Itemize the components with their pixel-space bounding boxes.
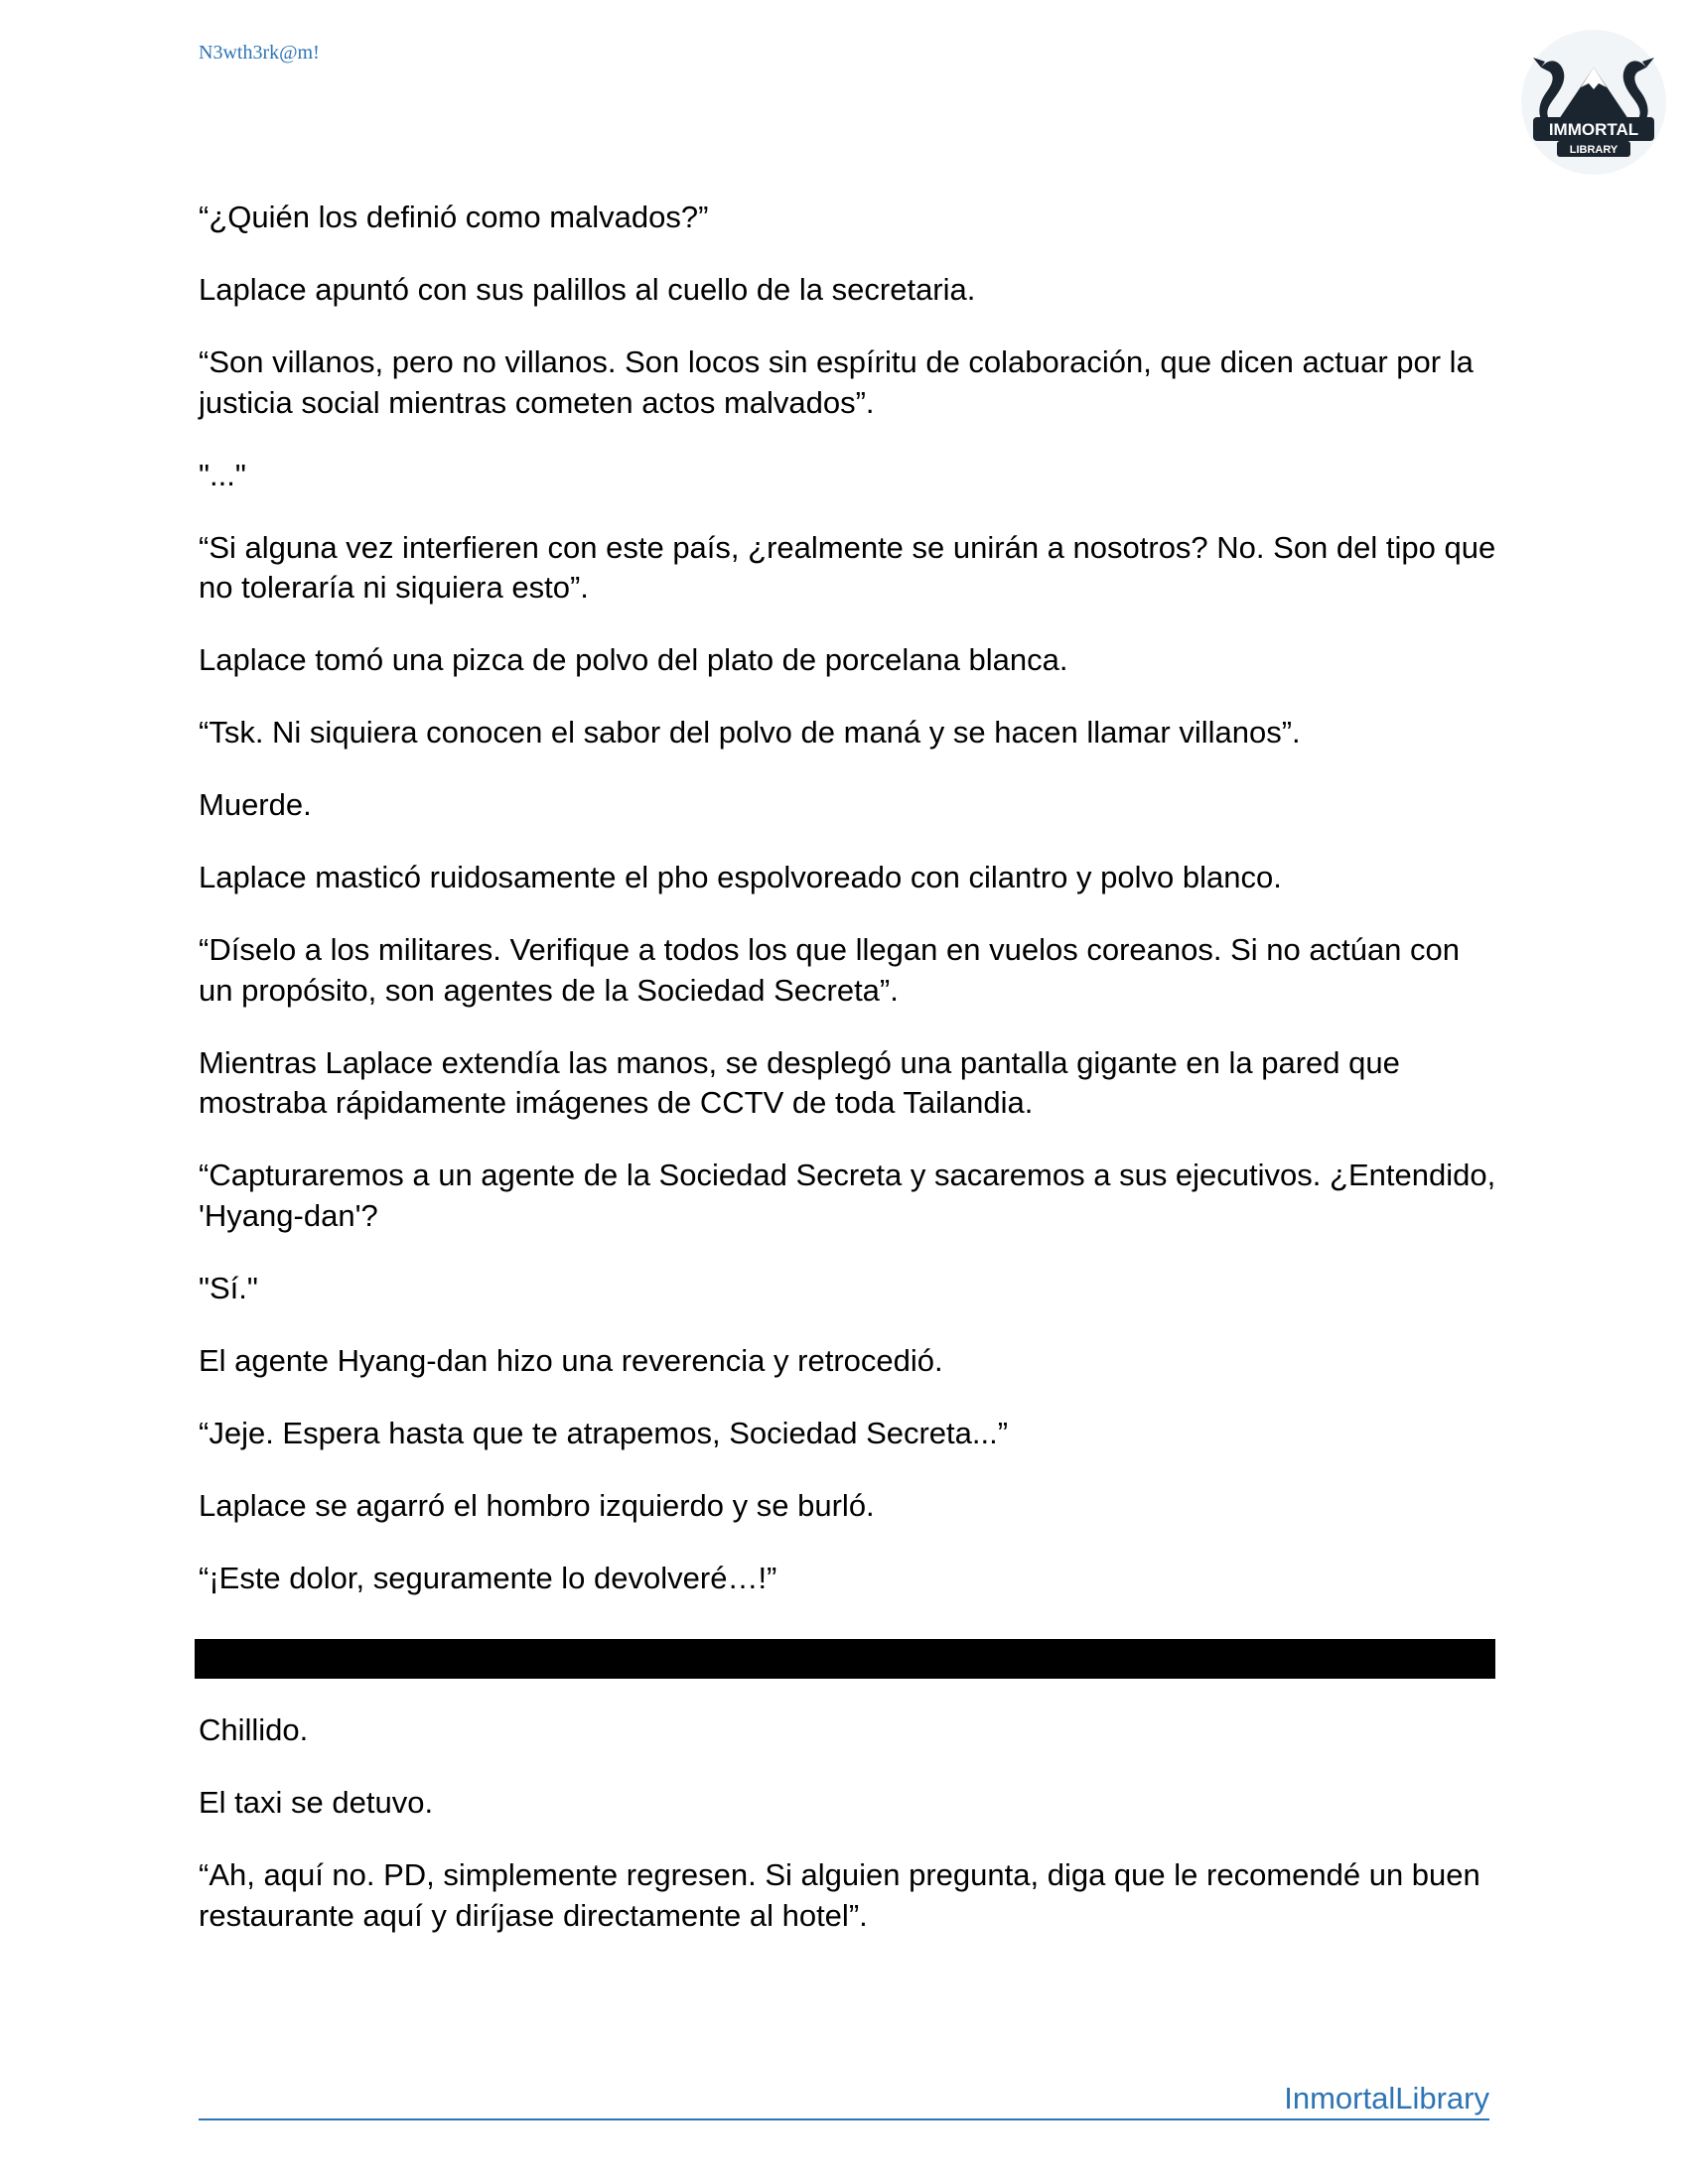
paragraph: “Jeje. Espera hasta que te atrapemos, Sociedad Secreta...”: [199, 1415, 1009, 1450]
logo-text-bottom: LIBRARY: [1569, 144, 1618, 156]
paragraph: “Son villanos, pero no villanos. Son locos sin espíritu de colaboración, que dicen actuar por la justicia social mientras cometen actos malvados”.: [199, 344, 1474, 420]
paragraph: Laplace masticó ruidosamente el pho espolvoreado con cilantro y polvo blanco.: [199, 860, 1282, 894]
paragraph: “Díselo a los militares. Verifique a todos los que llegan en vuelos coreanos. Si no actúan con un propósito, son agentes de la Sociedad Secreta”.: [199, 932, 1461, 1008]
paragraph: Mientras Laplace extendía las manos, se desplegó una pantalla gigante en la pared que mostraba rápidamente imágenes de CCTV de toda Tailandia.: [199, 1044, 1400, 1120]
paragraph: Laplace se agarró el hombro izquierdo y se burló.: [199, 1487, 875, 1523]
paragraph: “Ah, aquí no. PD, simplemente regresen. Si alguien pregunta, diga que le recomendé un buen restaurante aquí y diríjase directamente al hotel”.: [199, 1857, 1480, 1933]
paragraph: “Si alguna vez interfieren con este país, ¿realmente se unirán a nosotros? No. Son del tipo que no toleraría ni siquiera esto”.: [199, 529, 1496, 605]
paragraph: “¿Quién los definió como malvados?”: [199, 200, 709, 234]
paragraph: El taxi se detuvo.: [199, 1785, 434, 1820]
paragraph: “¡Este dolor, seguramente lo devolveré…!”: [199, 1560, 777, 1595]
scene-break-bar: [195, 1639, 1495, 1679]
chapter-body: [199, 198, 1499, 1631]
header-tag: N3wth3rk@m!: [199, 42, 320, 64]
immortal-library-logo: [1519, 28, 1668, 177]
dragon-mountain-emblem-icon: [1519, 28, 1668, 177]
paragraph: "...": [199, 457, 246, 492]
paragraph: “Capturaremos a un agente de la Sociedad Secreta y sacaremos a sus ejecutivos. ¿Entendido, 'Hyang-dan'?: [199, 1158, 1496, 1233]
footer-rule: [199, 2079, 1489, 2120]
paragraph: "Sí.": [199, 1270, 258, 1305]
logo-text-top: IMMORTAL: [1548, 120, 1639, 139]
paragraph: El agente Hyang-dan hizo una reverencia y retrocedió.: [199, 1342, 943, 1378]
footer-link[interactable]: InmortalLibrary: [1284, 2081, 1489, 2116]
paragraph: Laplace tomó una pizca de polvo del plato de porcelana blanca.: [199, 642, 1068, 677]
chapter-body-continued: [199, 1710, 1499, 1969]
paragraph: Laplace apuntó con sus palillos al cuello de la secretaria.: [199, 272, 976, 307]
paragraph: “Tsk. Ni siquiera conocen el sabor del polvo de maná y se hacen llamar villanos”.: [199, 715, 1301, 750]
paragraph: Muerde.: [199, 787, 312, 822]
paragraph: Chillido.: [199, 1712, 309, 1747]
